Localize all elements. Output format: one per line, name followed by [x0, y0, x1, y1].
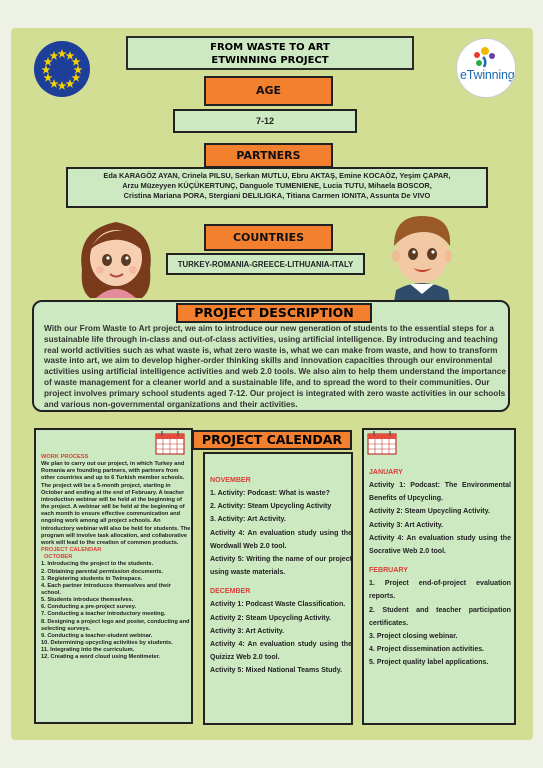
work-process-title: WORK PROCESS [41, 454, 89, 460]
list-item: Activity 5: Writing the name of our project using waste materials. [210, 555, 352, 577]
list-item: 1. Project end-of-project evaluation reports. [369, 580, 511, 601]
calendar-title: PROJECT CALENDAR [192, 430, 352, 450]
partners-label: PARTNERS [204, 143, 333, 168]
girl-illustration [72, 210, 160, 302]
list-item: Activity 3: Art Activity. [210, 627, 285, 635]
age-value: 7-12 [173, 109, 357, 133]
list-item: 10. Determining upcycling activities by students. [41, 640, 173, 647]
project-subtitle: ETWINNING PROJECT [211, 55, 329, 66]
list-item: Activity 3: Art Activity. [369, 521, 444, 529]
list-item: Activity 4: An evaluation study using the Socrative Web 2.0 tool. [369, 534, 511, 555]
list-item: 12. Creating a word cloud using Mentimeter. [41, 654, 161, 661]
work-process-text: We plan to carry out our project, in which Turkey and Romania are founding partners, with partners from other countries and up to 6 Turkish member schools. The project will be a 5-month project, starting in October and ending at the end of February. A teacher introduction webinar will be held at the beginning of the project. A webinar will be held at the beginning of each month to ensure effective communication and ongoing work among all project schools. An introductory webinar will also be held for students. The program will involve task allocation, and collaborative work will lead to the creation of common products. [41, 461, 191, 546]
list-item: Activity 1: Podcast: The Environmental Benefits of Upcycling. [369, 482, 511, 503]
calendar-column-3 [362, 428, 516, 725]
calendar-icon [155, 431, 185, 455]
calendar-subtitle: PROJECT CALENDAR [41, 547, 102, 554]
list-item: 4. Project dissemination activities. [369, 646, 485, 654]
list-item: Activity 2: Steam Upcycling Activity. [369, 508, 491, 516]
calendar-column-1 [34, 428, 193, 724]
countries-value: TURKEY-ROMANIA-GREECE-LITHUANIA-ITALY [166, 253, 365, 275]
month-october: OCTOBER [44, 554, 73, 561]
list-item: 8. Designing a project logo and poster, conducting and selecting surveys. [41, 618, 190, 632]
month-december: DECEMBER [210, 588, 251, 596]
list-item: 2. Activity: Steam Upcycling Activity [210, 503, 332, 511]
countries-label: COUNTRIES [204, 224, 333, 251]
list-item: 2. Obtaining parental permission documents. [41, 568, 163, 575]
list-item: 3. Registering students in Twinspace. [41, 575, 143, 582]
list-item: 1. Activity: Podcast: What is waste? [210, 490, 330, 498]
list-item: 6. Conducting a pre-project survey. [41, 604, 137, 611]
list-item: Activity 4: An evaluation study using the Wordwall Web 2.0 tool. [210, 529, 352, 550]
list-item: 9. Conducting a teacher-student webinar. [41, 632, 153, 639]
description-title: PROJECT DESCRIPTION [176, 303, 372, 323]
list-item: 2. Student and teacher participation certificates. [369, 606, 511, 627]
list-item: 3. Activity: Art Activity. [210, 516, 286, 524]
project-title: FROM WASTE TO ART [210, 42, 330, 53]
partners-line: Eda KARAGÖZ AYAN, Crinela PILSU, Serkan MUTLU, Ebru AKTAŞ, Emine KOCAÖZ, Yeşim ÇAPAR, [103, 171, 451, 180]
list-item: Activity 5: Mixed National Teams Study. [210, 667, 343, 675]
calendar-column-2 [203, 452, 353, 725]
month-january: JANUARY [369, 469, 403, 476]
age-label: AGE [204, 76, 333, 106]
partners-line: Arzu Müzeyyen KÜÇÜKERTUNÇ, Danguole TUMENIENE, Lucia TUTU, Mihaela BOSCOR, [122, 181, 432, 190]
list-item: 4. Each partner introduces themselves and their school. [41, 582, 171, 596]
boy-illustration [384, 206, 460, 302]
list-item: 7. Conducting a teacher introductory meeting. [41, 611, 166, 618]
eu-flag-logo [33, 40, 91, 98]
list-item: 11. Integrating into the curriculum. [41, 647, 135, 654]
list-item: 5. Students introduce themselves. [41, 597, 134, 604]
etwinning-logo [456, 38, 516, 98]
partners-box [66, 167, 488, 208]
list-item: Activity 4: An evaluation study using the Quizizz Web 2.0 tool. [210, 640, 352, 662]
month-february: FEBRUARY [369, 567, 408, 575]
list-item: 5. Project quality label applications. [369, 659, 489, 667]
project-title-box [126, 36, 414, 70]
calendar-icon [367, 431, 397, 455]
etwinning-logo-text: eTwinning [460, 68, 515, 82]
list-item: 1. Introducing the project to the students. [41, 561, 154, 568]
list-item: Activity 1: Podcast Waste Classification. [210, 601, 346, 609]
description-text: With our From Waste to Art project, we aim to introduce our new generation of students to the essential steps for a sustainable life through in-class and out-of-class activities, using artificial intelligence. By introducing and teaching real world activities such as what waste is, what zero waste is, what we can make from waste, and how to transform waste into art, we aim to develop higher-order thinking skills and innovation capacities through our environmental activities using artificial intelligence activities and web 2.0 tools. We also aim to help them understand the importance of waste management for a cleaner world and a sustainable life, and to spread the word to their communities. Our project involves primary school students aged 7-12. Our project is integrated with zero waste activities in our schools and various non-governmental organizations and their activities. [44, 324, 506, 409]
list-item: Activity 2: Steam Upcycling Activity. [210, 614, 332, 622]
month-november: NOVEMBER [210, 477, 251, 484]
partners-line: Cristina Mariana PORA, Stergiani DELILIGKA, Titiana Carmen IONITA, Assunta De VIVO [123, 191, 431, 200]
list-item: 3. Project closing webinar. [369, 632, 458, 640]
